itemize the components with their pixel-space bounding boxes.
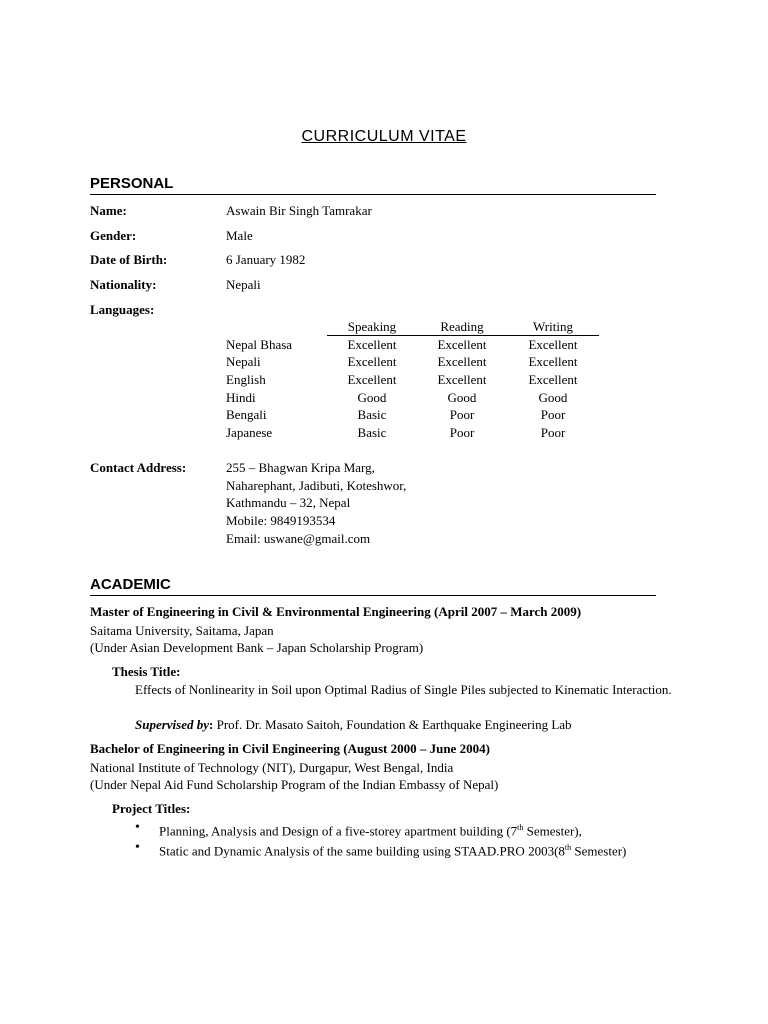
reading-level: Excellent [437, 354, 487, 370]
name-label: Name: [90, 203, 127, 218]
project-titles-label: Project Titles: [112, 801, 191, 816]
address-line: Kathmandu – 32, Nepal [226, 495, 351, 510]
table-row [226, 371, 599, 389]
header-speaking: Speaking [327, 318, 417, 336]
gender-label: Gender: [90, 228, 137, 243]
speaking-level: Good [357, 389, 387, 405]
language-name: Nepal Bhasa [226, 336, 293, 352]
section-heading-personal: PERSONAL [90, 175, 656, 195]
masters-degree: Master of Engineering in Civil & Environmental Engineering (April 2007 – March 2009) [90, 604, 582, 619]
languages-label: Languages: [90, 302, 155, 317]
list-item [135, 819, 678, 839]
writing-level: Poor [540, 424, 566, 440]
ordinal-suffix: th [564, 843, 572, 853]
writing-level: Poor [540, 407, 566, 423]
supervisor-line [135, 717, 572, 733]
reading-level: Excellent [437, 336, 487, 352]
project-text: Planning, Analysis and Design of a five-storey apartment building (7 [159, 823, 518, 839]
table-row [226, 336, 599, 354]
nationality-value: Nepali [226, 277, 261, 292]
language-name: Japanese [226, 424, 273, 440]
table-row [226, 389, 599, 407]
writing-level: Excellent [528, 336, 578, 352]
thesis-title-label: Thesis Title: [112, 664, 181, 679]
dob-label: Date of Birth: [90, 252, 168, 267]
language-name: Hindi [226, 389, 256, 405]
project-tail: Semester), [523, 823, 582, 839]
bachelors-scholarship: (Under Nepal Aid Fund Scholarship Program of the Indian Embassy of Nepal) [90, 777, 499, 792]
nationality-label: Nationality: [90, 277, 157, 292]
table-row [226, 354, 599, 372]
language-name: English [226, 371, 266, 387]
writing-level: Good [538, 389, 568, 405]
reading-level: Poor [449, 407, 475, 423]
table-row [226, 406, 599, 424]
speaking-level: Excellent [347, 371, 397, 387]
bachelors-degree: Bachelor of Engineering in Civil Engineering (August 2000 – June 2004) [90, 741, 490, 756]
project-text: Static and Dynamic Analysis of the same building using STAAD.PRO 2003(8 [159, 843, 565, 859]
table-row [226, 424, 599, 442]
mobile-number: Mobile: 9849193534 [226, 513, 336, 528]
address-line: Naharephant, Jadibuti, Koteshwor, [226, 478, 407, 493]
list-item [135, 839, 678, 859]
speaking-level: Basic [357, 407, 387, 423]
supervised-by-colon: : [209, 717, 214, 732]
name-value: Aswain Bir Singh Tamrakar [226, 203, 372, 218]
speaking-level: Excellent [347, 354, 397, 370]
writing-level: Excellent [528, 371, 578, 387]
supervised-by-label: Supervised by [135, 717, 210, 732]
speaking-level: Basic [357, 424, 387, 440]
masters-institution: Saitama University, Saitama, Japan [90, 623, 274, 638]
header-reading: Reading [417, 318, 507, 336]
reading-level: Excellent [437, 371, 487, 387]
language-name: Nepali [226, 354, 261, 370]
writing-level: Excellent [528, 354, 578, 370]
project-tail: Semester) [571, 843, 627, 859]
reading-level: Poor [449, 424, 475, 440]
project-list [135, 819, 678, 860]
language-table-header [226, 318, 599, 336]
language-name: Bengali [226, 407, 267, 423]
bachelors-institution: National Institute of Technology (NIT), Durgapur, West Bengal, India [90, 760, 454, 775]
gender-value: Male [226, 228, 253, 243]
language-header-blank [226, 318, 327, 336]
contact-address-label: Contact Address: [90, 460, 187, 475]
reading-level: Good [447, 389, 477, 405]
email-address: Email: uswane@gmail.com [226, 531, 371, 546]
section-heading-academic: ACADEMIC [90, 576, 656, 596]
header-writing: Writing [507, 318, 599, 336]
language-table [226, 318, 599, 442]
supervisor-name: Prof. Dr. Masato Saitoh, Foundation & Earthquake Engineering Lab [213, 717, 572, 732]
speaking-level: Excellent [347, 336, 397, 352]
ordinal-suffix: th [517, 823, 524, 832]
dob-value: 6 January 1982 [226, 252, 306, 267]
address-line: 255 – Bhagwan Kripa Marg, [226, 460, 375, 475]
document-title: CURRICULUM VITAE [301, 128, 467, 145]
thesis-title: Effects of Nonlinearity in Soil upon Optimal Radius of Single Piles subjected to Kinematic Interaction. [135, 682, 672, 697]
masters-scholarship: (Under Asian Development Bank – Japan Scholarship Program) [90, 640, 424, 655]
